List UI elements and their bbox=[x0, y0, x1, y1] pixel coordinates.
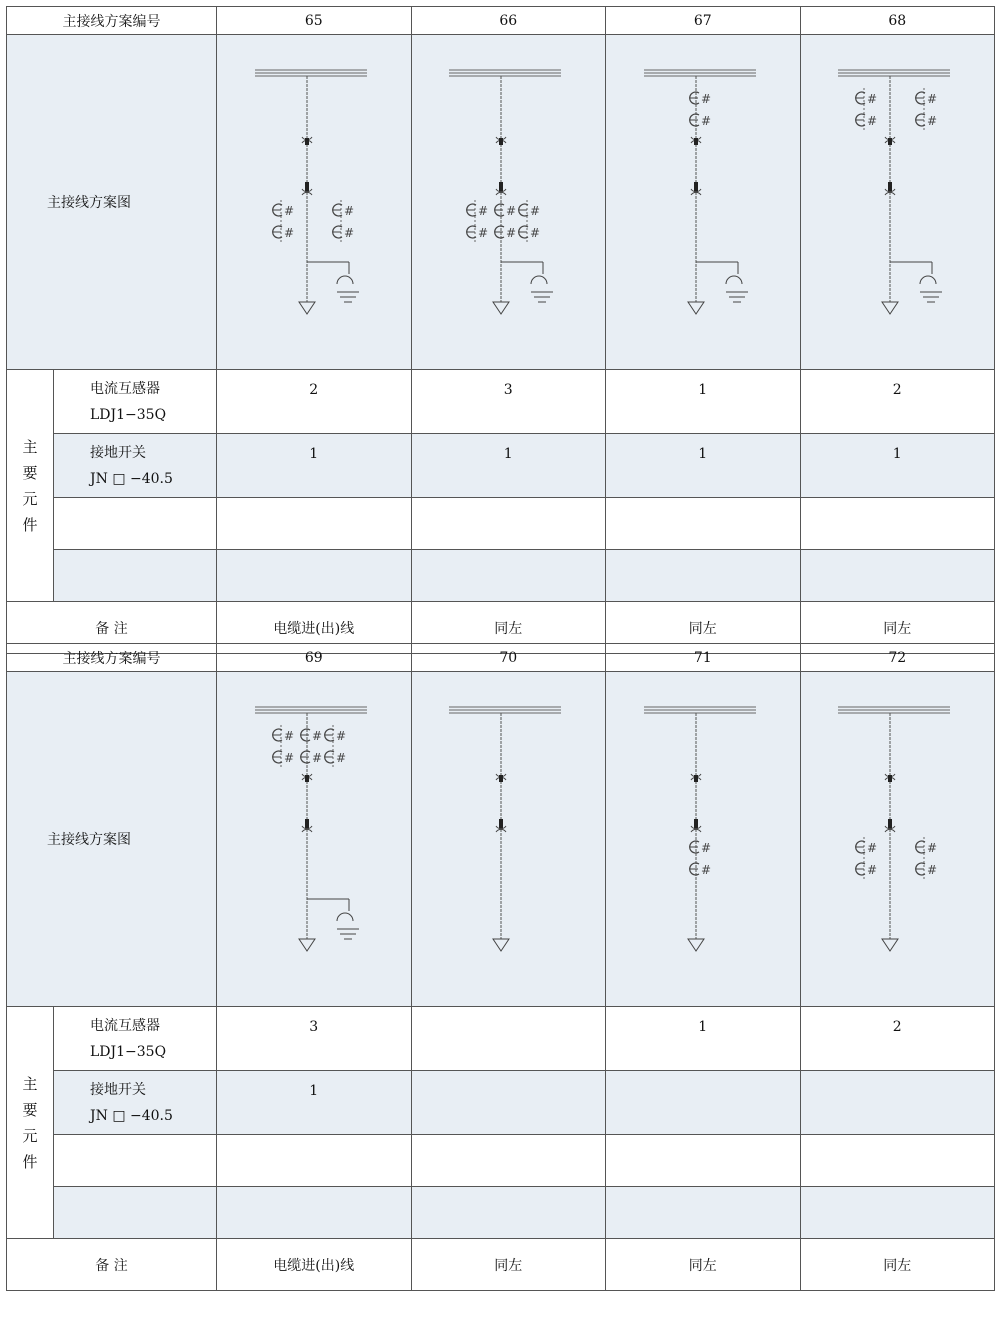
ct-winding-mark: # bbox=[700, 114, 711, 128]
empty-cell bbox=[606, 550, 801, 602]
empty-cell bbox=[217, 1135, 412, 1187]
es-count bbox=[411, 1071, 606, 1135]
earthing-switch-symbol bbox=[726, 276, 742, 284]
es-count: 1 bbox=[606, 434, 801, 498]
ct-winding-mark: # bbox=[478, 226, 489, 240]
empty-cell bbox=[800, 498, 995, 550]
earthing-switch-symbol bbox=[337, 913, 353, 921]
empty-cell bbox=[411, 550, 606, 602]
scheme-number: 72 bbox=[800, 644, 995, 672]
ct-winding-mark: # bbox=[867, 841, 878, 855]
components-char: 要 bbox=[22, 1100, 38, 1119]
ct-winding-mark: # bbox=[283, 751, 294, 765]
breaker-body bbox=[305, 819, 309, 829]
earthing-switch-symbol bbox=[920, 276, 936, 284]
es-name: 接地开关 bbox=[90, 1081, 146, 1098]
scheme-number: 67 bbox=[606, 7, 801, 35]
ct-count: 1 bbox=[606, 1007, 801, 1071]
es-count bbox=[800, 1071, 995, 1135]
empty-cell bbox=[54, 1187, 217, 1239]
current-transformer-label bbox=[54, 370, 217, 434]
ct-winding-mark: # bbox=[867, 114, 878, 128]
scheme-number: 68 bbox=[800, 7, 995, 35]
ct-winding-mark: # bbox=[506, 204, 517, 218]
ct-winding-mark: # bbox=[506, 226, 517, 240]
ct-winding-mark: # bbox=[530, 204, 541, 218]
ct-count: 3 bbox=[217, 1007, 412, 1071]
cable-termination-symbol bbox=[493, 939, 509, 951]
note-value: 同左 bbox=[800, 1239, 995, 1291]
empty-cell bbox=[800, 550, 995, 602]
es-count: 1 bbox=[800, 434, 995, 498]
cable-termination-symbol bbox=[299, 302, 315, 314]
diagram-cell bbox=[217, 35, 412, 370]
components-char: 件 bbox=[22, 515, 38, 534]
note-value: 同左 bbox=[606, 602, 801, 654]
single-line-diagram bbox=[832, 52, 962, 352]
ct-count bbox=[411, 1007, 606, 1071]
ct-winding-mark: # bbox=[867, 863, 878, 877]
empty-cell bbox=[54, 1135, 217, 1187]
scheme-number-header: 主接线方案编号 bbox=[7, 644, 217, 672]
components-char: 元 bbox=[22, 1126, 38, 1145]
ct-name: 电流互感器 bbox=[90, 380, 160, 397]
ct-winding-mark: # bbox=[335, 729, 346, 743]
single-line-diagram bbox=[638, 52, 768, 352]
single-line-diagram bbox=[832, 689, 962, 989]
scheme-table-1 bbox=[6, 6, 995, 654]
note-value: 同左 bbox=[800, 602, 995, 654]
cable-termination-symbol bbox=[299, 939, 315, 951]
diagram-cell bbox=[217, 672, 412, 1007]
diagram-row-label: 主接线方案图 bbox=[7, 35, 217, 370]
empty-cell bbox=[606, 1135, 801, 1187]
ct-count: 2 bbox=[800, 370, 995, 434]
breaker-body bbox=[499, 819, 503, 829]
single-line-diagram bbox=[638, 689, 768, 989]
ct-winding-mark: # bbox=[283, 204, 294, 218]
scheme-number-header: 主接线方案编号 bbox=[7, 7, 217, 35]
ct-model: LDJ1−35Q bbox=[90, 1043, 167, 1060]
cable-termination-symbol bbox=[493, 302, 509, 314]
single-line-diagram bbox=[443, 52, 573, 352]
ct-model: LDJ1−35Q bbox=[90, 406, 167, 423]
ct-winding-mark: # bbox=[927, 92, 938, 106]
ct-count: 2 bbox=[217, 370, 412, 434]
breaker-body bbox=[888, 819, 892, 829]
empty-cell bbox=[217, 498, 412, 550]
breaker-contact bbox=[888, 775, 892, 782]
ct-winding-mark: # bbox=[530, 226, 541, 240]
note-value: 同左 bbox=[411, 1239, 606, 1291]
ct-winding-mark: # bbox=[867, 92, 878, 106]
earthing-switch-label bbox=[54, 1071, 217, 1135]
es-model: JN □ −40.5 bbox=[90, 470, 173, 487]
components-char: 件 bbox=[22, 1152, 38, 1171]
ct-count: 3 bbox=[411, 370, 606, 434]
scheme-table-2 bbox=[6, 643, 995, 1291]
ct-count: 2 bbox=[800, 1007, 995, 1071]
es-count: 1 bbox=[217, 434, 412, 498]
cable-termination-symbol bbox=[688, 302, 704, 314]
single-line-diagram bbox=[249, 52, 379, 352]
ct-winding-mark: # bbox=[283, 729, 294, 743]
earthing-switch-label bbox=[54, 434, 217, 498]
empty-cell bbox=[54, 498, 217, 550]
note-value: 电缆进(出)线 bbox=[217, 602, 412, 654]
diagram-cell bbox=[606, 672, 801, 1007]
empty-cell bbox=[217, 550, 412, 602]
components-char: 要 bbox=[22, 463, 38, 482]
breaker-body bbox=[694, 182, 698, 192]
empty-cell bbox=[606, 1187, 801, 1239]
empty-cell bbox=[800, 1187, 995, 1239]
note-label: 备 注 bbox=[7, 602, 217, 654]
diagram-cell bbox=[800, 35, 995, 370]
es-model: JN □ −40.5 bbox=[90, 1107, 173, 1124]
breaker-contact bbox=[888, 138, 892, 145]
es-count: 1 bbox=[217, 1071, 412, 1135]
ct-winding-mark: # bbox=[927, 841, 938, 855]
ct-winding-mark: # bbox=[700, 863, 711, 877]
empty-cell bbox=[800, 1135, 995, 1187]
breaker-contact bbox=[499, 138, 503, 145]
single-line-diagram bbox=[249, 689, 379, 989]
ct-winding-mark: # bbox=[283, 226, 294, 240]
cable-termination-symbol bbox=[688, 939, 704, 951]
note-value: 同左 bbox=[411, 602, 606, 654]
breaker-contact bbox=[305, 138, 309, 145]
breaker-contact bbox=[305, 775, 309, 782]
cable-termination-symbol bbox=[882, 302, 898, 314]
main-components-label bbox=[7, 1007, 54, 1239]
scheme-number: 71 bbox=[606, 644, 801, 672]
breaker-contact bbox=[694, 138, 698, 145]
main-components-label bbox=[7, 370, 54, 602]
ct-winding-mark: # bbox=[478, 204, 489, 218]
earthing-switch-symbol bbox=[531, 276, 547, 284]
diagram-row-label: 主接线方案图 bbox=[7, 672, 217, 1007]
ct-winding-mark: # bbox=[335, 751, 346, 765]
note-label: 备 注 bbox=[7, 1239, 217, 1291]
earthing-switch-symbol bbox=[337, 276, 353, 284]
empty-cell bbox=[411, 1135, 606, 1187]
ct-winding-mark: # bbox=[927, 114, 938, 128]
components-char: 元 bbox=[22, 489, 38, 508]
breaker-body bbox=[305, 182, 309, 192]
breaker-body bbox=[888, 182, 892, 192]
ct-winding-mark: # bbox=[311, 751, 322, 765]
es-name: 接地开关 bbox=[90, 444, 146, 461]
ct-winding-mark: # bbox=[343, 204, 354, 218]
ct-winding-mark: # bbox=[311, 729, 322, 743]
diagram-cell bbox=[800, 672, 995, 1007]
ct-name: 电流互感器 bbox=[90, 1017, 160, 1034]
scheme-number: 66 bbox=[411, 7, 606, 35]
components-char: 主 bbox=[22, 1074, 38, 1093]
diagram-cell bbox=[411, 672, 606, 1007]
current-transformer-label bbox=[54, 1007, 217, 1071]
breaker-body bbox=[499, 182, 503, 192]
empty-cell bbox=[54, 550, 217, 602]
empty-cell bbox=[411, 1187, 606, 1239]
scheme-number: 69 bbox=[217, 644, 412, 672]
components-char: 主 bbox=[22, 437, 38, 456]
es-count: 1 bbox=[411, 434, 606, 498]
breaker-contact bbox=[499, 775, 503, 782]
ct-winding-mark: # bbox=[700, 92, 711, 106]
note-value: 同左 bbox=[606, 1239, 801, 1291]
diagram-cell bbox=[411, 35, 606, 370]
ct-count: 1 bbox=[606, 370, 801, 434]
ct-winding-mark: # bbox=[927, 863, 938, 877]
empty-cell bbox=[411, 498, 606, 550]
diagram-cell bbox=[606, 35, 801, 370]
scheme-number: 70 bbox=[411, 644, 606, 672]
single-line-diagram bbox=[443, 689, 573, 989]
breaker-body bbox=[694, 819, 698, 829]
empty-cell bbox=[606, 498, 801, 550]
cable-termination-symbol bbox=[882, 939, 898, 951]
ct-winding-mark: # bbox=[700, 841, 711, 855]
breaker-contact bbox=[694, 775, 698, 782]
note-value: 电缆进(出)线 bbox=[217, 1239, 412, 1291]
scheme-number: 65 bbox=[217, 7, 412, 35]
es-count bbox=[606, 1071, 801, 1135]
ct-winding-mark: # bbox=[343, 226, 354, 240]
empty-cell bbox=[217, 1187, 412, 1239]
